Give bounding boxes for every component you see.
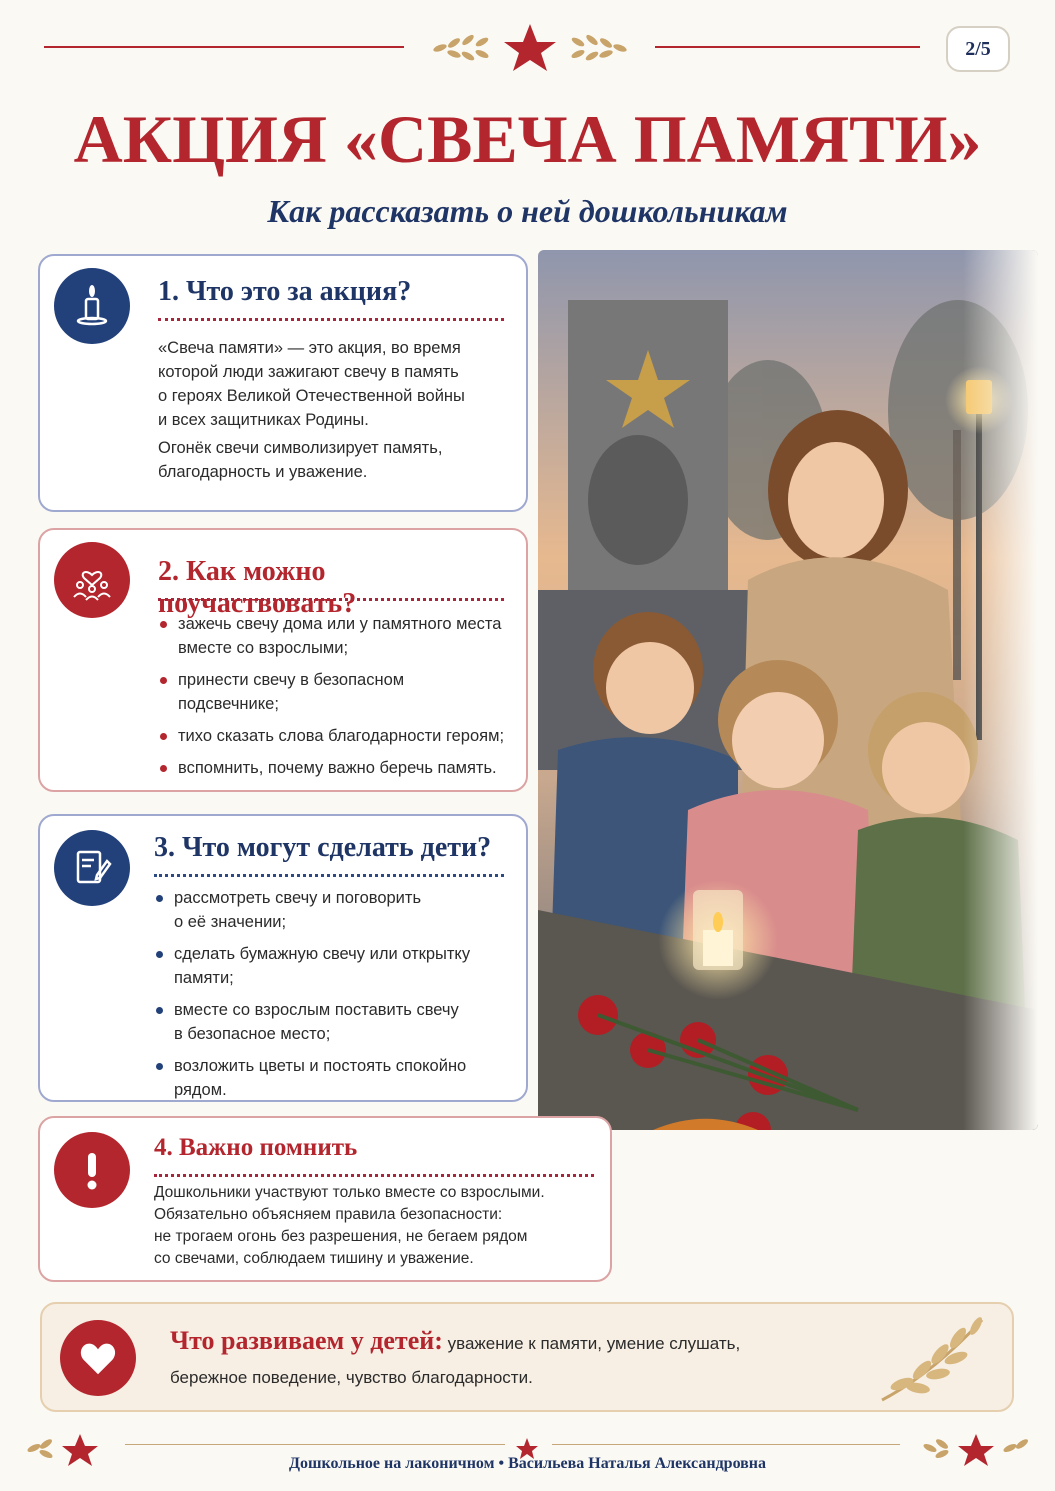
section-how-to-participate bbox=[38, 528, 528, 792]
footer-project-name: Дошкольное на лаконичном bbox=[288, 1455, 495, 1472]
development-line-2: бережное поведение, чувство благодарности. bbox=[170, 1368, 533, 1387]
list-item: зажечь свечу дома или у памятного места вместе со взрослыми; bbox=[158, 612, 522, 660]
exclamation-icon bbox=[54, 1132, 130, 1208]
heart-icon bbox=[60, 1320, 136, 1396]
red-star-icon bbox=[504, 24, 556, 71]
list-item: сделать бумажную свечу или открытку памяти; bbox=[154, 942, 524, 990]
section-4-title: 4. Важно помнить bbox=[154, 1134, 358, 1161]
footer-separator: • bbox=[498, 1455, 505, 1472]
development-line-1: уважение к памяти, умение слушать, bbox=[447, 1334, 741, 1353]
candle-icon bbox=[54, 268, 130, 344]
section-1-title: 1. Что это за акция? bbox=[158, 276, 412, 307]
laurel-branch-icon bbox=[872, 1314, 1002, 1404]
section-3-list bbox=[154, 886, 524, 1110]
poster-title: АКЦИЯ «СВЕЧА ПАМЯТИ» bbox=[73, 101, 982, 177]
section-important bbox=[38, 1116, 612, 1282]
top-rule-left bbox=[44, 46, 404, 48]
memorial-illustration bbox=[538, 250, 1038, 1130]
list-item: вместе со взрослым поставить свечу в безопасное место; bbox=[154, 998, 524, 1046]
section-2-title: 2. Как можно поучаствовать? bbox=[158, 556, 357, 619]
section-2-divider bbox=[158, 598, 504, 601]
section-3-divider bbox=[154, 874, 504, 877]
section-4-text: Дошкольники участвуют только вместе со взрослыми. Обязательно объясняем правила безопасности: не трогаем огонь без разрешения, не бегаем рядом со свечами, соблюдаем тишину и уважение. bbox=[154, 1184, 545, 1267]
list-item: вспомнить, почему важно беречь память. bbox=[158, 756, 522, 780]
page-number-badge: 2/5 bbox=[946, 26, 1010, 72]
family-heart-icon bbox=[54, 542, 130, 618]
development-panel bbox=[40, 1302, 1014, 1412]
footer-credits bbox=[0, 1455, 1055, 1473]
development-text bbox=[170, 1324, 850, 1395]
document-pen-icon bbox=[54, 830, 130, 906]
section-4-divider bbox=[154, 1174, 594, 1177]
section-3-title: 3. Что могут сделать дети? bbox=[154, 832, 492, 863]
top-rule-right bbox=[655, 46, 920, 48]
development-label: Что развиваем у детей: bbox=[170, 1326, 443, 1355]
list-item: принести свечу в безопасном подсвечнике; bbox=[158, 668, 522, 716]
section-2-list bbox=[158, 612, 522, 788]
list-item: рассмотреть свечу и поговорить о её значении; bbox=[154, 886, 524, 934]
section-what-is-it bbox=[38, 254, 528, 512]
section-1-text: «Свеча памяти» — это акция, во время которой люди зажигают свечу в память о героях Великой Отечественной войны и всех защитниках Родины. Огонёк свечи символизирует память, благодарность и уважение. bbox=[158, 339, 465, 481]
laurel-star-ornament bbox=[410, 18, 650, 78]
section-what-children-can-do bbox=[38, 814, 528, 1102]
footer-rule-right bbox=[552, 1444, 900, 1445]
footer-rule-left bbox=[125, 1444, 505, 1445]
poster-subtitle: Как рассказать о ней дошкольникам bbox=[267, 193, 788, 229]
footer-author: Васильева Наталья Александровна bbox=[508, 1455, 767, 1472]
list-item: возложить цветы и постоять спокойно рядом. bbox=[154, 1054, 524, 1102]
section-1-divider bbox=[158, 318, 504, 321]
list-item: тихо сказать слова благодарности героям; bbox=[158, 724, 522, 748]
